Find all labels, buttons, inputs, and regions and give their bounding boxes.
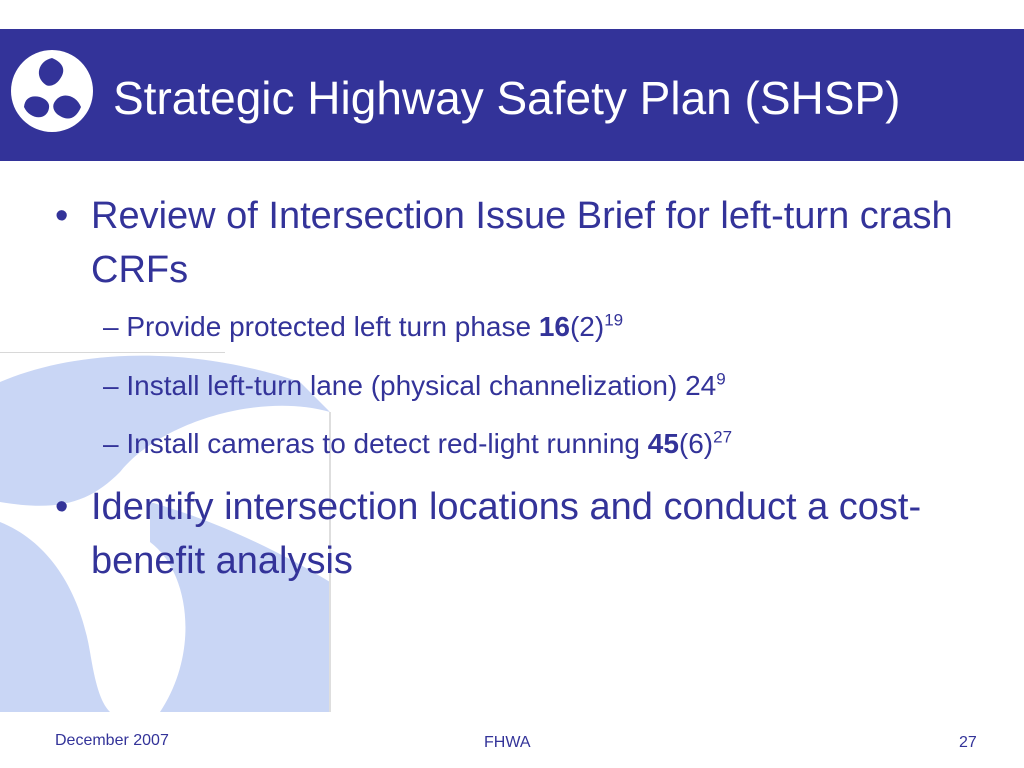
sub-bullet-marker: –	[103, 311, 119, 342]
reference-number: 9	[716, 369, 726, 389]
bullet-text: Review of Intersection Issue Brief for left-turn crash CRFs	[91, 195, 953, 291]
sub-bullet-item	[103, 307, 623, 347]
bullet-text: Identify intersection locations and conduct a cost-benefit analysis	[91, 486, 922, 582]
sub-bullet-item	[103, 366, 726, 406]
sub-bullet-marker: –	[103, 428, 119, 459]
sub-bullet-text: Install cameras to detect red-light running	[126, 428, 648, 459]
bullet-marker: •	[55, 195, 69, 237]
footer-date: December 2007	[55, 732, 169, 749]
reference-number: 19	[604, 310, 624, 330]
bullet-item	[55, 189, 1015, 297]
crf-value: 16	[538, 311, 570, 342]
footer-organization: FHWA	[484, 734, 531, 751]
bullet-marker: •	[55, 486, 69, 528]
sub-bullet-item	[103, 424, 732, 464]
sub-bullet-text: Provide protected left turn phase	[126, 311, 539, 342]
crf-value: 24	[685, 370, 717, 401]
slide-number: 27	[959, 734, 977, 751]
reference-number: 27	[713, 427, 733, 447]
slide-title: Strategic Highway Safety Plan (SHSP)	[113, 72, 901, 124]
crf-value: 45	[647, 428, 679, 459]
sub-bullet-text: Install left-turn lane (physical channelization)	[126, 370, 686, 401]
bullet-item	[55, 480, 1015, 588]
crf-error: (6)	[678, 428, 714, 459]
crf-error: (2)	[569, 311, 605, 342]
sub-bullet-marker: –	[103, 370, 119, 401]
